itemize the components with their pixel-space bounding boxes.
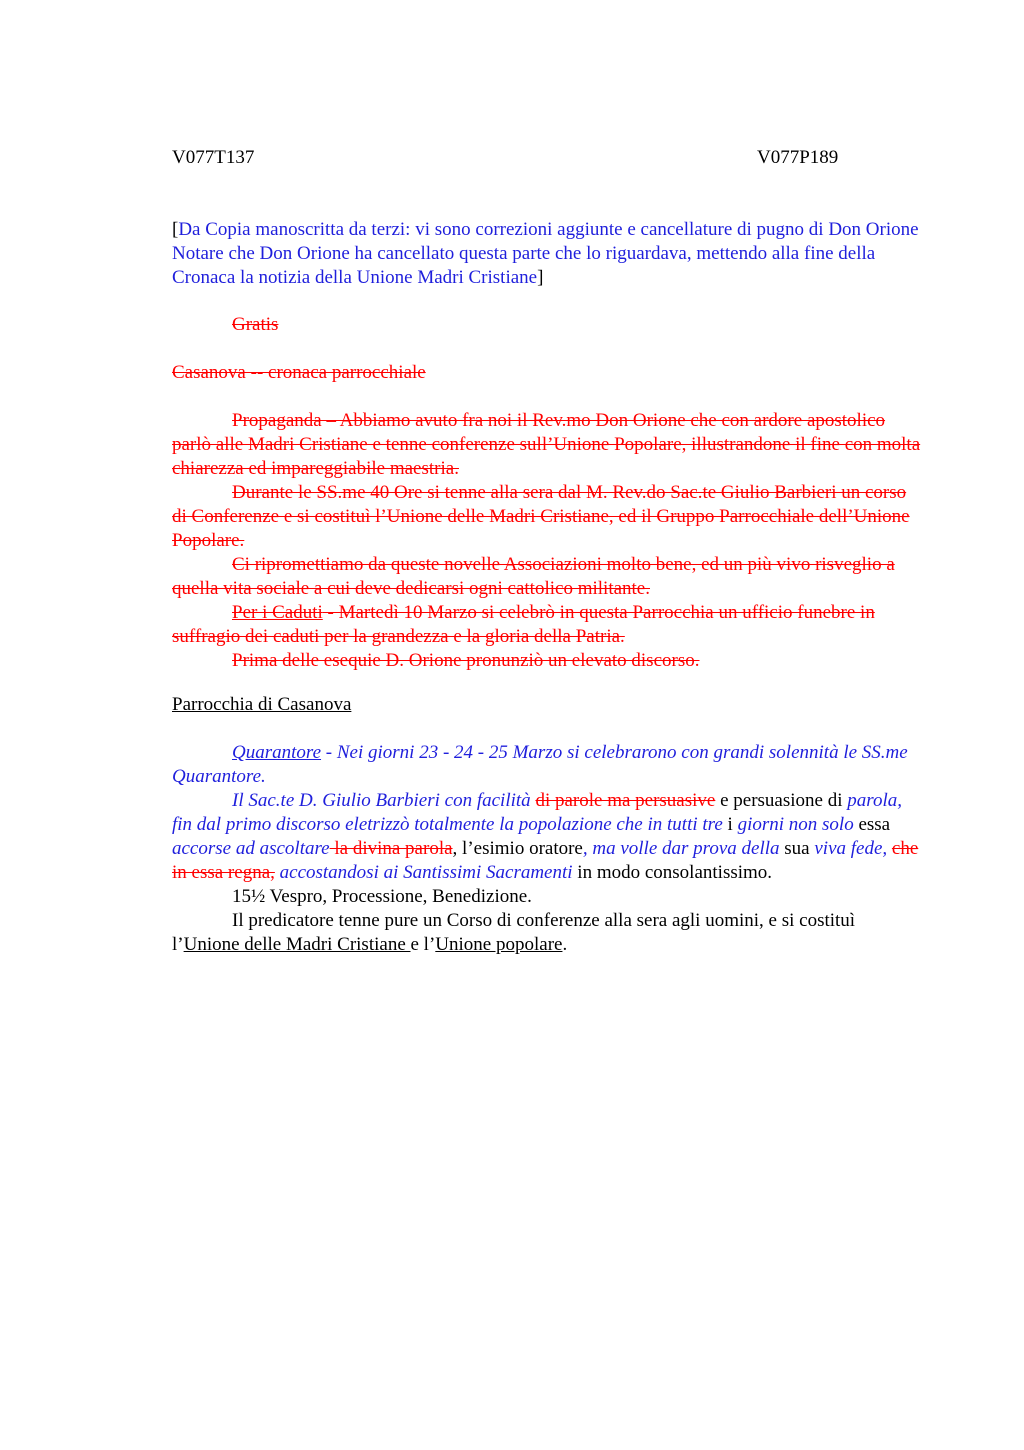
sermon-fragment: , ma volle dar prova della bbox=[582, 838, 780, 859]
section-title: Parrocchia di Casanova bbox=[172, 694, 352, 715]
struck-caduti-heading: Per i Caduti bbox=[232, 602, 323, 623]
sermon-fragment: Il Sac.te D. Giulio Barbieri con facilità bbox=[232, 790, 536, 811]
sermon-fragment: in modo consolantissimo. bbox=[572, 862, 773, 883]
sermon-fragment: viva fede, bbox=[814, 838, 892, 859]
struck-paragraph-40-ore: Durante le SS.me 40 Ore si tenne alla sera dal M. Rev.do Sac.te Giulio Barbieri un corso di Conferenze e si costituì l’Unione delle Madri Cristiane, ed il Gruppo Parrocchiale dell’Unione Popolare. bbox=[172, 482, 910, 551]
quarantore-text: - Nei giorni 23 - 24 - 25 Marzo si celebrarono con grandi solennità le SS.me Quarantore. bbox=[172, 742, 908, 787]
sermon-fragment: giorni non solo bbox=[737, 814, 854, 835]
note-text: Da Copia manoscritta da terzi: vi sono correzioni aggiunte e cancellature di pugno di Don Orione Notare che Don Orione ha cancellato questa parte che lo riguardava, mettendo alla fine della Cronaca la notizia della Unione Madri Cristiane bbox=[172, 219, 919, 288]
struck-paragraph-esequie: Prima delle esequie D. Orione pronunziò un elevato discorso. bbox=[232, 650, 700, 671]
sermon-paragraph bbox=[172, 789, 924, 885]
sermon-struck-fragment: di parole ma persuasive bbox=[535, 790, 716, 811]
final-fragment: Il predicatore tenne pure un Corso di conferenze alla sera agli uomini, e si costituì l’ bbox=[172, 910, 856, 955]
struck-title: Casanova -- cronaca parrocchiale bbox=[172, 362, 426, 383]
struck-paragraph-associazioni: Ci ripromettiamo da queste novelle Associazioni molto bene, ed un più vivo risveglio a quella vita sociale a cui deve dedicarsi ogni cattolico militante. bbox=[172, 554, 895, 599]
sermon-fragment: e persuasione di bbox=[715, 790, 848, 811]
unione-popolare: Unione popolare bbox=[435, 934, 563, 955]
struck-section bbox=[172, 313, 924, 673]
struck-paragraph-propaganda: Propaganda – Abbiamo avuto fra noi il Rev.mo Don Orione che con ardore apostolico parlò alle Madri Cristiane e tenne conferenze sull’Unione Popolare, illustrandone il fine con molta chiarezza ed impareggiabile maestria. bbox=[172, 410, 921, 479]
sermon-struck-fragment: che in essa regna, bbox=[172, 838, 919, 883]
struck-paragraph-caduti: - Martedì 10 Marzo si celebrò in questa Parrocchia un ufficio funebre in suffragio dei caduti per la grandezza e la gloria della Patria. bbox=[172, 602, 875, 647]
unione-madri-cristiane: Unione delle Madri Cristiane bbox=[183, 934, 411, 955]
vespro-line: 15½ Vespro, Processione, Benedizione. bbox=[232, 886, 532, 907]
final-paragraph bbox=[172, 909, 924, 957]
editorial-note bbox=[172, 218, 924, 290]
sermon-fragment: parola, fin dal primo discorso eletrizzò totalmente la popolazione che in tutti tre bbox=[172, 790, 902, 835]
sermon-struck-fragment: la divina parola bbox=[329, 838, 453, 859]
sermon-fragment: essa bbox=[853, 814, 891, 835]
final-fragment: . bbox=[562, 934, 568, 955]
sermon-fragment: i bbox=[722, 814, 738, 835]
chronicle-section bbox=[172, 693, 924, 957]
note-bracket-close: ] bbox=[537, 267, 544, 288]
quarantore-heading: Quarantore bbox=[232, 742, 322, 763]
document-code-left: V077T137 bbox=[172, 147, 255, 168]
note-bracket-open: [ bbox=[172, 219, 179, 240]
sermon-fragment: sua bbox=[779, 838, 815, 859]
sermon-fragment: accorse ad ascoltare bbox=[172, 838, 330, 859]
sermon-fragment: , l’esimio oratore bbox=[452, 838, 583, 859]
struck-gratis: Gratis bbox=[232, 314, 279, 335]
document-code-right: V077P189 bbox=[757, 147, 839, 168]
final-fragment: e l’ bbox=[410, 934, 436, 955]
sermon-fragment: accostandosi ai Santissimi Sacramenti bbox=[274, 862, 573, 883]
